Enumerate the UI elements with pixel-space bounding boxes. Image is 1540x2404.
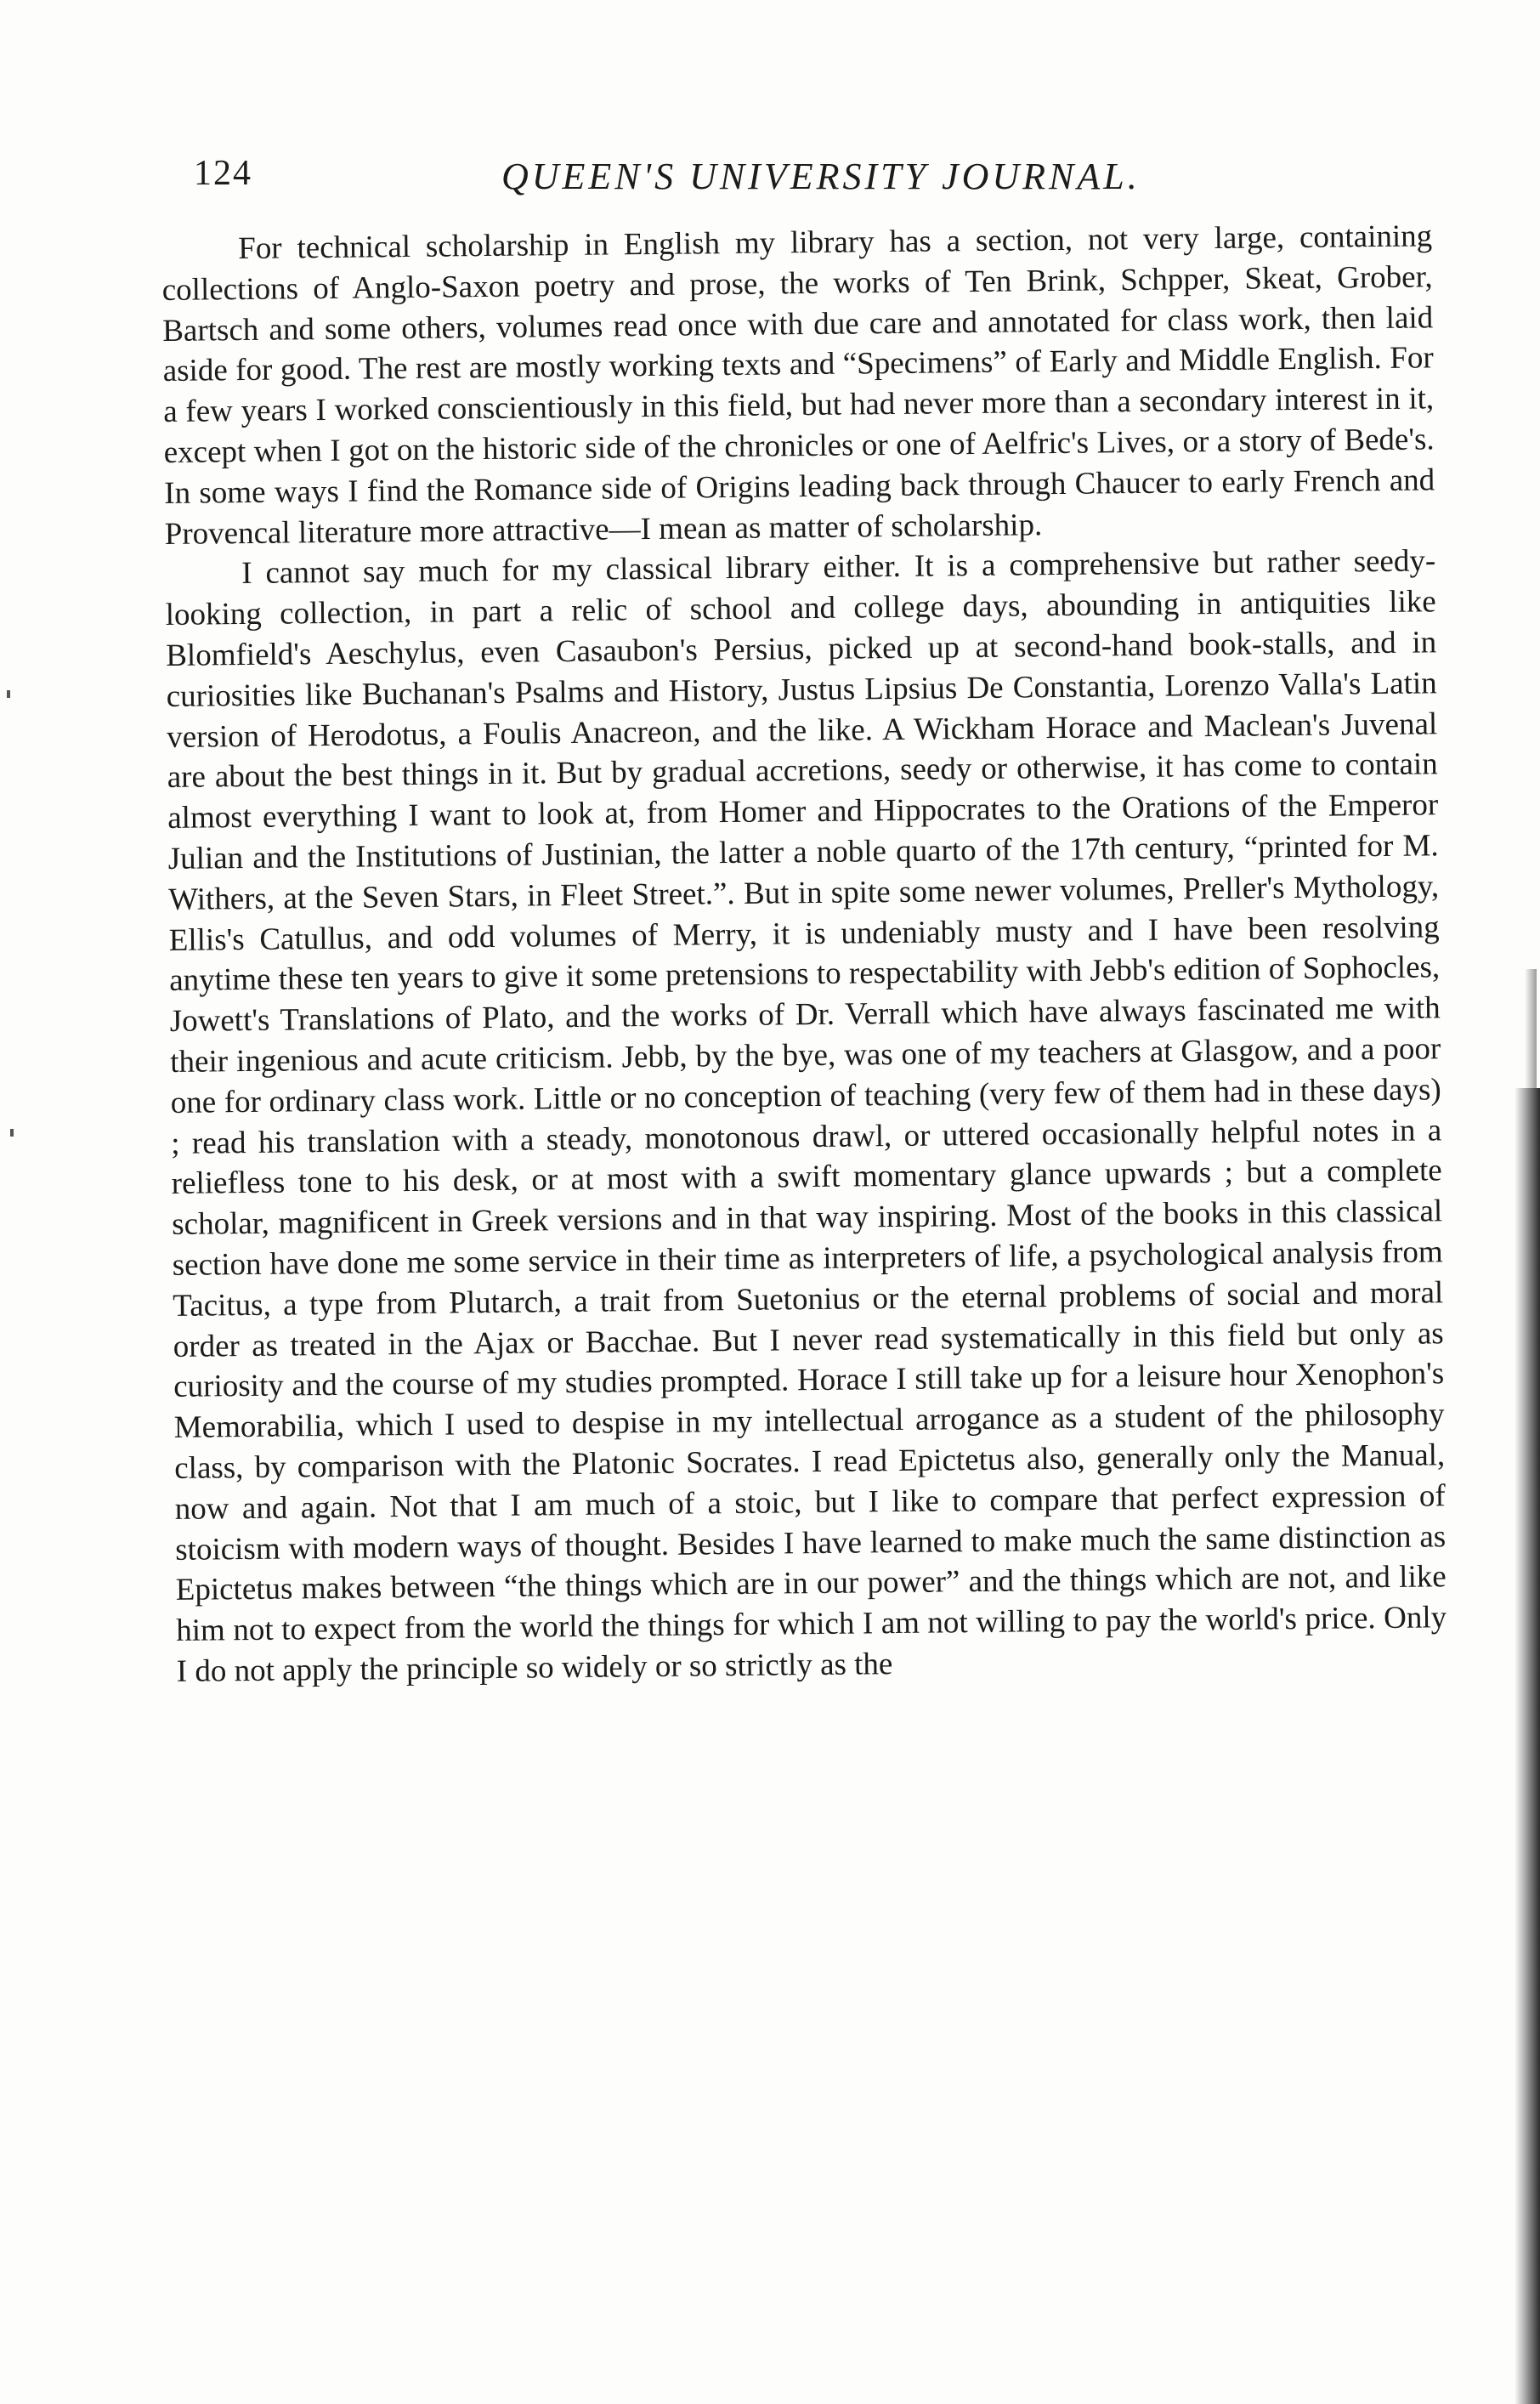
scan-speck <box>7 690 10 698</box>
paragraph-library-english: For technical scholarship in English my library has a section, not very large, containing collections of Anglo-Saxon poetry and prose, the works of Ten Brink, Schpper, Skeat, Grober, Bartsch and some others, volumes read once with due care and annotated for class work, then laid aside for good. The rest are mostly working texts and “Specimens” of Early and Middle English. For a few years I worked conscientiously in this field, but had never more than a secondary interest in it, except when I got on the historic side of the chronicles or one of Aelfric's Lives, or a story of Bede's. In some ways I find the Romance side of Origins leading back through Chaucer to early French and Provencal literature more attractive—I mean as matter of scholarship. <box>161 218 1435 552</box>
paragraph-library-classical: I cannot say much for my classical library either. It is a comprehensive but rather seedy-looking collection, in part a relic of school and college days, abounding in antiquities like Blomfield's Aeschylus, even Casaubon's Persius, picked up at second-hand book-stalls, and in curiosities like Buchanan's Psalms and History, Justus Lipsius De Constantia, Lorenzo Valla's Latin version of Herodotus, a Foulis Anacreon, and the like. A Wickham Horace and Maclean's Juvenal are about the best things in it. But by gradual accretions, seedy or otherwise, it has come to contain almost everything I want to look at, from Homer and Hippocrates to the Orations of the Emperor Julian and the Institutions of Justinian, the latter a noble quarto of the 17th century, “printed for M. Withers, at the Seven Stars, in Fleet Street.”. But in spite some newer volumes, Preller's Mythology, Ellis's Catullus, and odd volumes of Merry, it is undeniably musty and I have been resolving anytime these ten years to give it some pretensions to respectability with Jebb's edition of Sophocles, Jowett's Translations of Plato, and the works of Dr. Verrall which have always fascinated me with their ingenious and acute criticism. Jebb, by the bye, was one of my teachers at Glasgow, and a poor one for ordinary class work. Little or no conception of teaching (very few of them had in these days) ; read his translation with a steady, monotonous drawl, or uttered occasionally helpful notes in a reliefless tone to his desk, or at most with a swift momentary glance upwards ; but a complete scholar, magnificent in Greek versions and in that way inspiring. Most of the books in this classical section have done me some service in their time as interpreters of life, a psychological analysis from Tacitus, a type from Plutarch, a trait from Suetonius or the eternal problems of social and moral order as treated in the Ajax or Bacchae. But I never read systematically in this field but only as curiosity and the course of my studies prompted. Horace I still take up for a leisure hour Xenophon's Memorabilia, which I used to despise in my intellectual arrogance as a student of the philosophy class, by comparison with the Platonic Socrates. I read Epictetus also, generally only the Manual, now and again. Not that I am much of a stoic, but I like to compare that perfect expression of stoicism with modern ways of thought. Besides I have learned to make much the same distinction as Epictetus makes between “the things which are in our power” and the things which are not, and like him not to expect from the world the things for which I am not willing to pay the world's price. Only I do not apply the principle so widely or so strictly as the <box>165 543 1447 1689</box>
page-number: 124 <box>194 154 252 193</box>
scan-speck <box>10 1129 14 1137</box>
article-body <box>161 216 1453 2304</box>
running-title: QUEEN'S UNIVERSITY JOURNAL. <box>501 156 1141 197</box>
scan-shadow-top <box>1525 969 1537 1105</box>
scan-shadow-edge <box>1515 1088 1540 2404</box>
page-header <box>194 153 1443 213</box>
